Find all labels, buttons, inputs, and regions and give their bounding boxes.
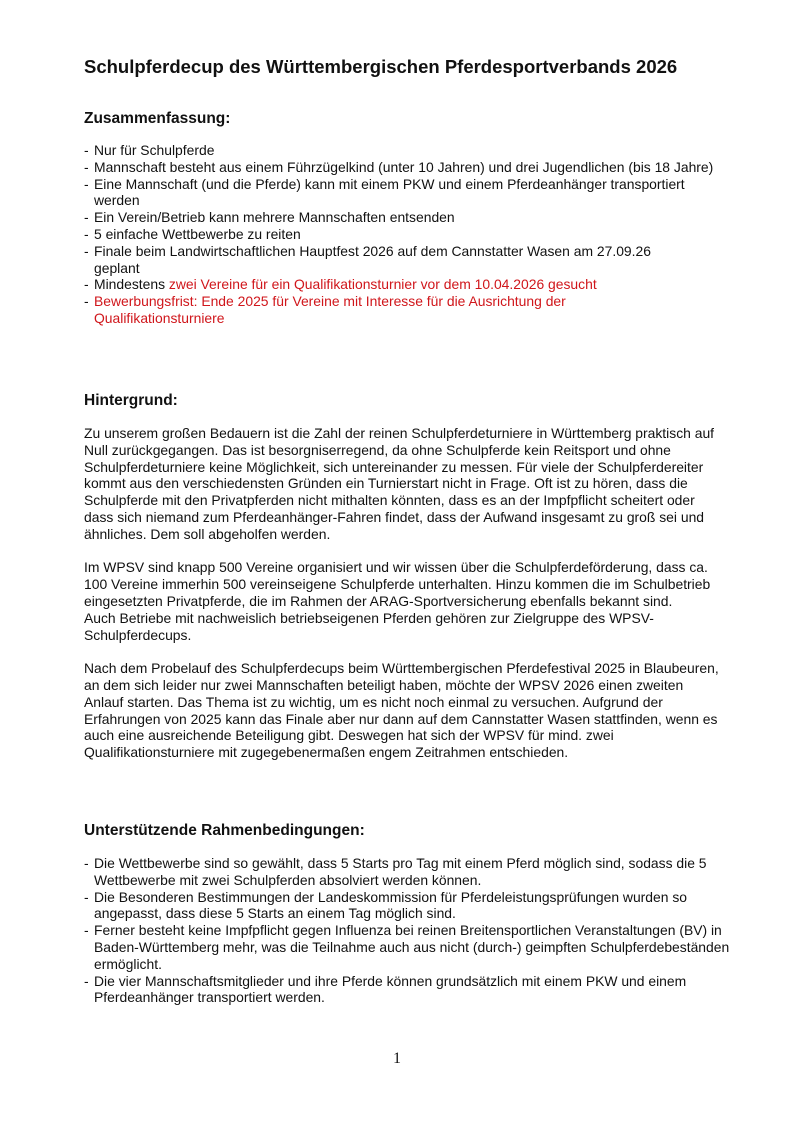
background-paragraph: Im WPSV sind knapp 500 Vereine organisiert und wir wissen über die Schulpferdeförderung, dass ca. 100 Vereine immerhin 500 vereinseigene Schulpferde unterhalten. Hinzu kommen die im Schulbetrieb eingesetzten Privatpferde, die im Rahmen der ARAG-Sportversicherung ebenfalls bekannt sind.	[84, 559, 711, 609]
summary-item: - Mannschaft besteht aus einem Führzügelkind (unter 10 Jahren) und drei Jugendlichen (bis 18 Jahre)	[84, 158, 714, 175]
background-paragraph: Zu unserem großen Bedauern ist die Zahl der reinen Schulpferdeturniere in Württemberg praktisch auf Null zurückgegangen. Das ist besorgniserregend, da ohne Schulpferde kein Reitsport und ohne Schulpferdeturniere keine Möglichkeit, sich untereinander zu messen. Für viele der Schulpferdereiter kommt aus den verschiedensten Gründen ein Turnierstart nicht in Frage. Oft ist zu hören, dass die Schulpferde mit den Privatpferden nicht mithalten könnten, dass es an der Impfpflicht scheitert oder dass sich niemand zum Pferdeanhänger-Fahren findet, dass der Aufwand insgesamt zu groß sei und ähnliches. Dem soll abgeholfen werden.	[84, 425, 715, 542]
summary-item: - Eine Mannschaft (und die Pferde) kann mit einem PKW und einem Pferdeanhänger transportiert werden	[84, 175, 685, 209]
background-paragraph: Auch Betriebe mit nachweislich betriebseigenen Pferden gehören zur Zielgruppe des WPSV-Schulpferdecups.	[84, 609, 654, 643]
background-paragraph: Nach dem Probelauf des Schulpferdecups beim Württembergischen Pferdefestival 2025 in Blaubeuren, an dem sich leider nur zwei Mannschaften beteiligt haben, möchte der WPSV 2026 einen zweiten Anlauf starten. Das Thema ist zu wichtig, um es nicht noch einmal zu versuchen. Aufgrund der Erfahrungen von 2025 kann das Finale aber nur dann auf dem Cannstatter Wasen stattfinden, wenn es auch eine ausreichende Beteiligung gibt. Deswegen hat sich der WPSV für mind. zwei Qualifikationsturniere mit zugegebenermaßen engem Zeitrahmen entschieden.	[84, 660, 719, 761]
summary-section	[84, 142, 734, 327]
conditions-list	[84, 855, 734, 1006]
highlight-text: Bewerbungsfrist: Ende 2025 für Vereine mit Interesse für die Ausrichtung der Qualifikationsturniere	[94, 293, 566, 326]
summary-item-highlight: - Mindestens zwei Vereine für ein Qualifikationsturnier vor dem 10.04.2026 gesucht	[84, 276, 597, 293]
summary-item: - Nur für Schulpferde	[84, 142, 215, 158]
conditions-item: - Die Wettbewerbe sind so gewählt, dass 5 Starts pro Tag mit einem Pferd möglich sind, sodass die 5 Wettbewerbe mit zwei Schulpferden absolviert werden können.	[84, 855, 707, 888]
summary-item: - Finale beim Landwirtschaftlichen Hauptfest 2026 auf dem Cannstatter Wasen am 27.09.26 geplant	[84, 242, 651, 276]
summary-item: - 5 einfache Wettbewerbe zu reiten	[84, 225, 301, 242]
conditions-section	[84, 855, 734, 1006]
summary-item: - Ein Verein/Betrieb kann mehrere Mannschaften entsenden	[84, 209, 455, 226]
summary-item-highlight: - Bewerbungsfrist: Ende 2025 für Vereine mit Interesse für die Ausrichtung der Qualifikationsturniere	[84, 293, 566, 326]
document-title: Schulpferdecup des Württembergischen Pferdesportverbands 2026	[84, 56, 678, 77]
conditions-item: - Die Besonderen Bestimmungen der Landeskommission für Pferdeleistungsprüfungen wurden so angepasst, dass diese 5 Starts an einem Tag möglich sind.	[84, 888, 688, 922]
conditions-item: - Die vier Mannschaftsmitglieder und ihre Pferde können grundsätzlich mit einem PKW und einem Pferdeanhänger transportiert werden.	[84, 972, 687, 1006]
summary-heading: Zusammenfassung:	[84, 110, 231, 127]
conditions-heading: Unterstützende Rahmenbedingungen:	[84, 822, 365, 839]
conditions-item: - Ferner besteht keine Impfpflicht gegen Influenza bei reinen Breitensportlichen Veranstaltungen (BV) in Baden-Württemberg mehr, was die Teilnahme auch aus nicht (durch-) geimpften Schulpferdebeständen ermöglicht.	[84, 922, 730, 972]
background-section	[84, 425, 724, 761]
background-heading: Hintergrund:	[84, 392, 178, 409]
summary-list	[84, 142, 734, 327]
page-number: 1	[393, 1050, 401, 1067]
highlight-text: zwei Vereine für ein Qualifikationsturnier vor dem 10.04.2026 gesucht	[168, 276, 597, 293]
